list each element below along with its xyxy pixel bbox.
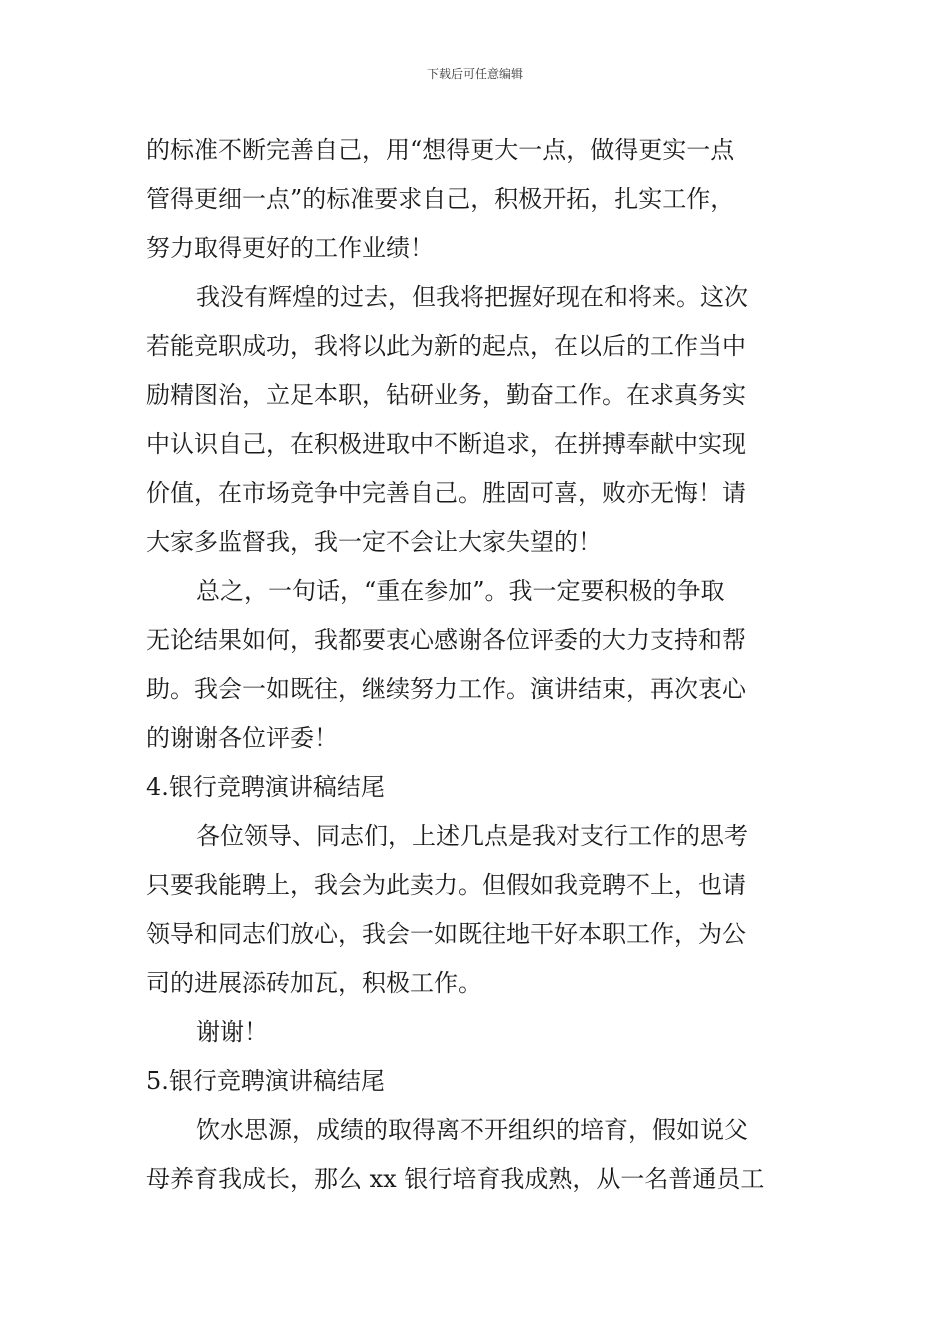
text-line: 中认识自己，在积极进取中不断追求，在拼搏奉献中实现: [146, 430, 746, 458]
text-line: 助。我会一如既往，继续努力工作。演讲结束，再次衷心: [146, 675, 746, 703]
text-line: 母养育我成长，那么 xx 银行培育我成熟，从一名普通员工: [146, 1165, 765, 1193]
section-heading: 5.银行竞聘演讲稿结尾: [146, 1067, 385, 1095]
text-line: 若能竞职成功，我将以此为新的起点，在以后的工作当中: [146, 332, 746, 360]
text-line: 大家多监督我，我一定不会让大家失望的！: [146, 528, 602, 556]
text-line: 饮水思源，成绩的取得离不开组织的培育，假如说父: [196, 1116, 748, 1144]
text-line: 无论结果如何，我都要衷心感谢各位评委的大力支持和帮: [146, 626, 746, 654]
text-line: 只要我能聘上，我会为此卖力。但假如我竞聘不上，也请: [146, 871, 746, 899]
text-line: 的标准不断完善自己，用“想得更大一点，做得更实一点: [146, 136, 735, 164]
section-heading: 4.银行竞聘演讲稿结尾: [146, 773, 385, 801]
text-line: 司的进展添砖加瓦，积极工作。: [146, 969, 482, 997]
text-line: 总之，一句话，“重在参加”。我一定要积极的争取: [196, 577, 725, 605]
page-header: 下载后可任意编辑: [426, 67, 523, 81]
text-line: 谢谢！: [196, 1018, 268, 1046]
text-line: 各位领导、同志们，上述几点是我对支行工作的思考: [196, 822, 748, 850]
text-line: 领导和同志们放心，我会一如既往地干好本职工作，为公: [146, 920, 746, 948]
text-line: 价值，在市场竞争中完善自己。胜固可喜，败亦无悔！请: [146, 479, 746, 507]
text-line: 管得更细一点”的标准要求自己，积极开拓，扎实工作，: [146, 185, 735, 213]
document-body: [146, 126, 806, 1204]
text-line: 努力取得更好的工作业绩！: [146, 234, 434, 262]
text-line: 我没有辉煌的过去，但我将把握好现在和将来。这次: [196, 283, 748, 311]
text-line: 的谢谢各位评委！: [146, 724, 338, 752]
text-line: 励精图治，立足本职，钻研业务，勤奋工作。在求真务实: [146, 381, 746, 409]
